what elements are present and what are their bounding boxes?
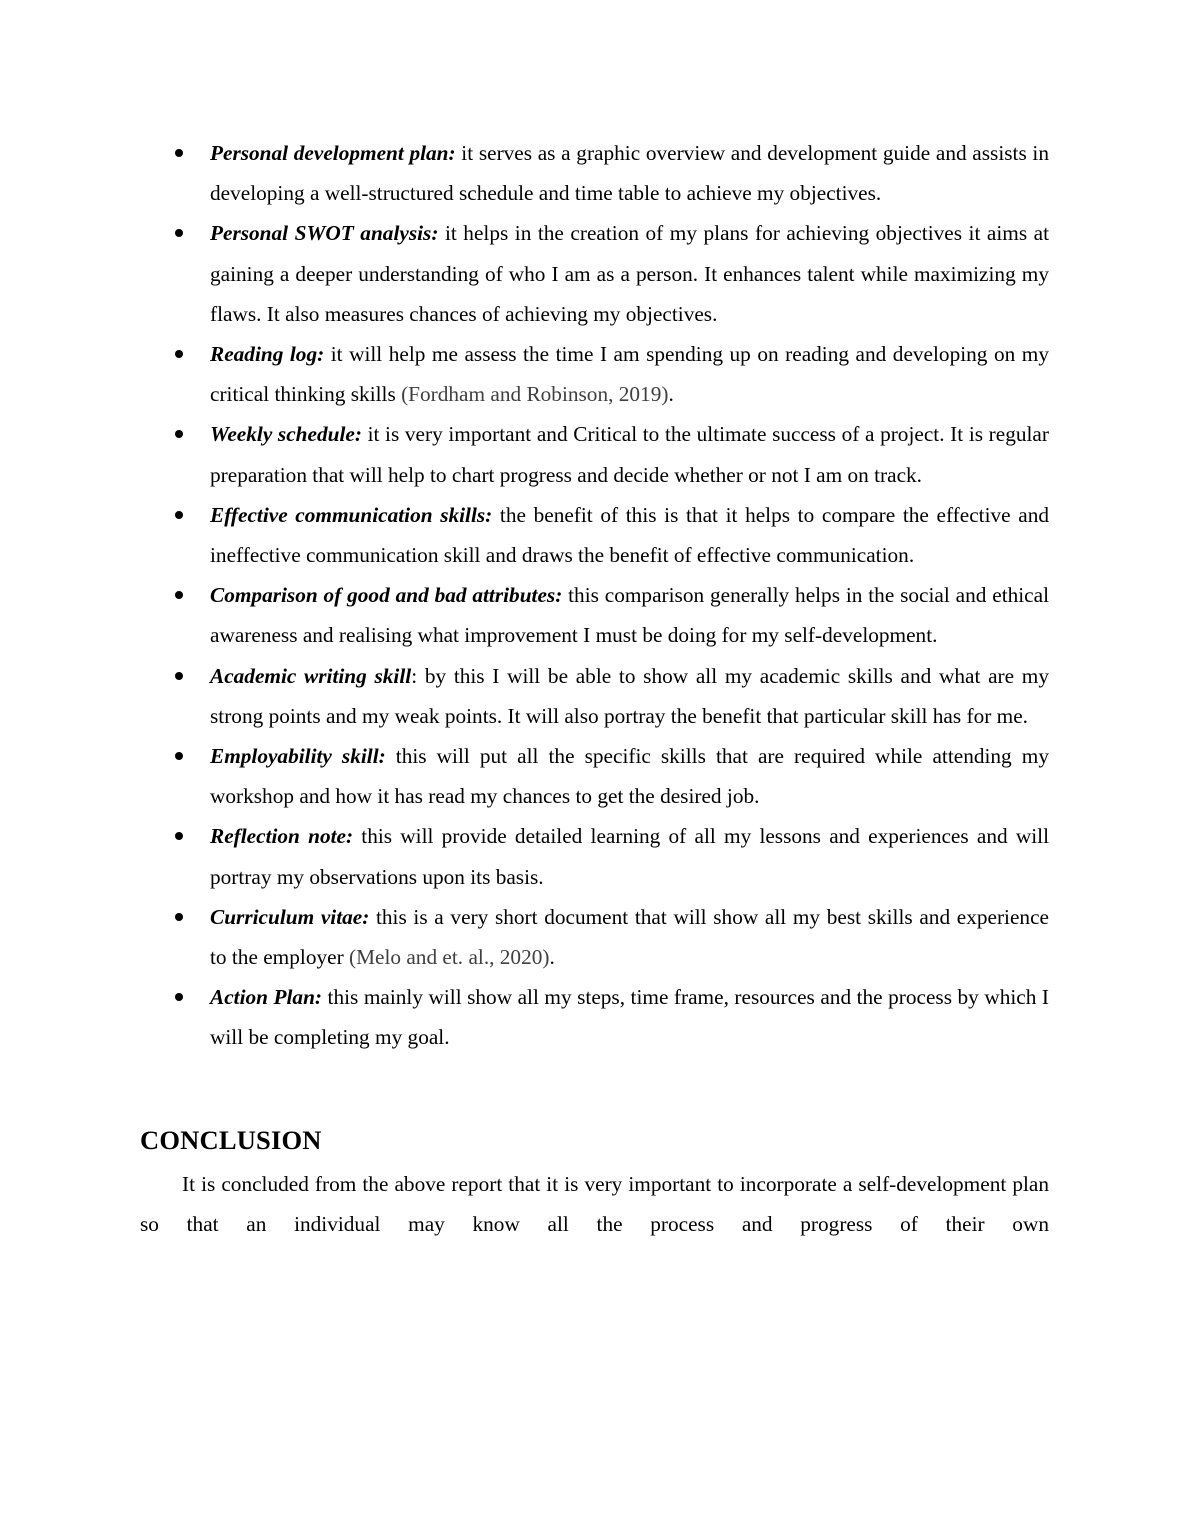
bullet-icon [175, 672, 183, 680]
item-term: Action Plan: [210, 985, 323, 1010]
bullet-icon [175, 430, 183, 438]
item-text: this is a very short document that will show all my best skills and experience to the employer [210, 904, 1049, 970]
item-term: Personal SWOT analysis: [210, 221, 439, 246]
item-term: Personal development plan: [210, 141, 456, 165]
bullet-icon [175, 591, 183, 599]
item-text: it helps in the creation of my plans for achieving objectives it aims at gaining a deeper understanding of who I am as a person. It enhances talent while maximizing my flaws. It also measures chances of achieving my objectives. [210, 221, 1049, 326]
bullet-icon [175, 229, 183, 237]
item-term: Weekly schedule: [210, 422, 362, 447]
item-text: it is very important and Critical to the ultimate success of a project. It is regular preparation that will help to chart progress and decide whether or not I am on track. [210, 422, 1049, 487]
list-item [140, 897, 1049, 977]
list-item [140, 133, 1049, 213]
bullet-icon [175, 511, 183, 519]
item-text: this will provide detailed learning of all my lessons and experiences and will portray my observations upon its basis. [210, 824, 1049, 889]
conclusion-paragraph: It is concluded from the above report that it is very important to incorporate a self-development plan so that an individual may know all the process and progress of their own [140, 1171, 1049, 1236]
document-page [140, 133, 1049, 1244]
list-item [140, 495, 1049, 575]
conclusion-heading: CONCLUSION [140, 1124, 322, 1155]
list-item [140, 213, 1049, 334]
item-text: this comparison generally helps in the social and ethical awareness and realising what improvement I must be doing for my self-development. [210, 583, 1049, 648]
bullet-list [140, 133, 1049, 1058]
item-term: Reading log: [210, 342, 325, 367]
item-term: Comparison of good and bad attributes: [210, 583, 563, 608]
list-item [140, 414, 1049, 494]
item-text: by this I will be able to show all my academic skills and what are my strong points and my weak points. It will also portray the benefit that particular skill has for me. [210, 663, 1049, 728]
item-separator: : [411, 663, 418, 688]
list-item [140, 736, 1049, 816]
bullet-icon [175, 993, 183, 1001]
bullet-icon [175, 149, 183, 157]
bullet-icon [175, 752, 183, 760]
item-term: Effective communication skills: [210, 502, 493, 527]
item-tail: . [668, 382, 674, 407]
item-term: Curriculum vitae: [210, 904, 370, 929]
item-text: the benefit of this is that it helps to compare the effective and ineffective communication skill and draws the benefit of effective communication. [210, 502, 1049, 568]
bullet-icon [175, 832, 183, 840]
item-citation: (Melo and et. al., 2020) [348, 945, 550, 970]
list-item [140, 656, 1049, 736]
bullet-icon [175, 913, 183, 921]
item-citation: (Fordham and Robinson, 2019) [401, 382, 669, 407]
list-item [140, 334, 1049, 414]
list-item [140, 816, 1049, 896]
item-term: Reflection note: [210, 824, 354, 849]
item-text: it will help me assess the time I am spending up on reading and developing on my critical thinking skills [210, 342, 1049, 407]
item-text: it serves as a graphic overview and development guide and assists in developing a well-structured schedule and time table to achieve my objectives. [210, 141, 1049, 206]
list-item [140, 575, 1049, 655]
item-text: this will put all the specific skills that are required while attending my workshop and how it has read my chances to get the desired job. [210, 744, 1049, 809]
item-tail: . [549, 945, 555, 970]
item-term: Employability skill: [210, 744, 386, 769]
item-term: Academic writing skill [210, 663, 412, 688]
list-item [140, 977, 1049, 1057]
item-text: this mainly will show all my steps, time frame, resources and the process by which I will be completing my goal. [210, 985, 1049, 1050]
bullet-icon [175, 350, 183, 358]
